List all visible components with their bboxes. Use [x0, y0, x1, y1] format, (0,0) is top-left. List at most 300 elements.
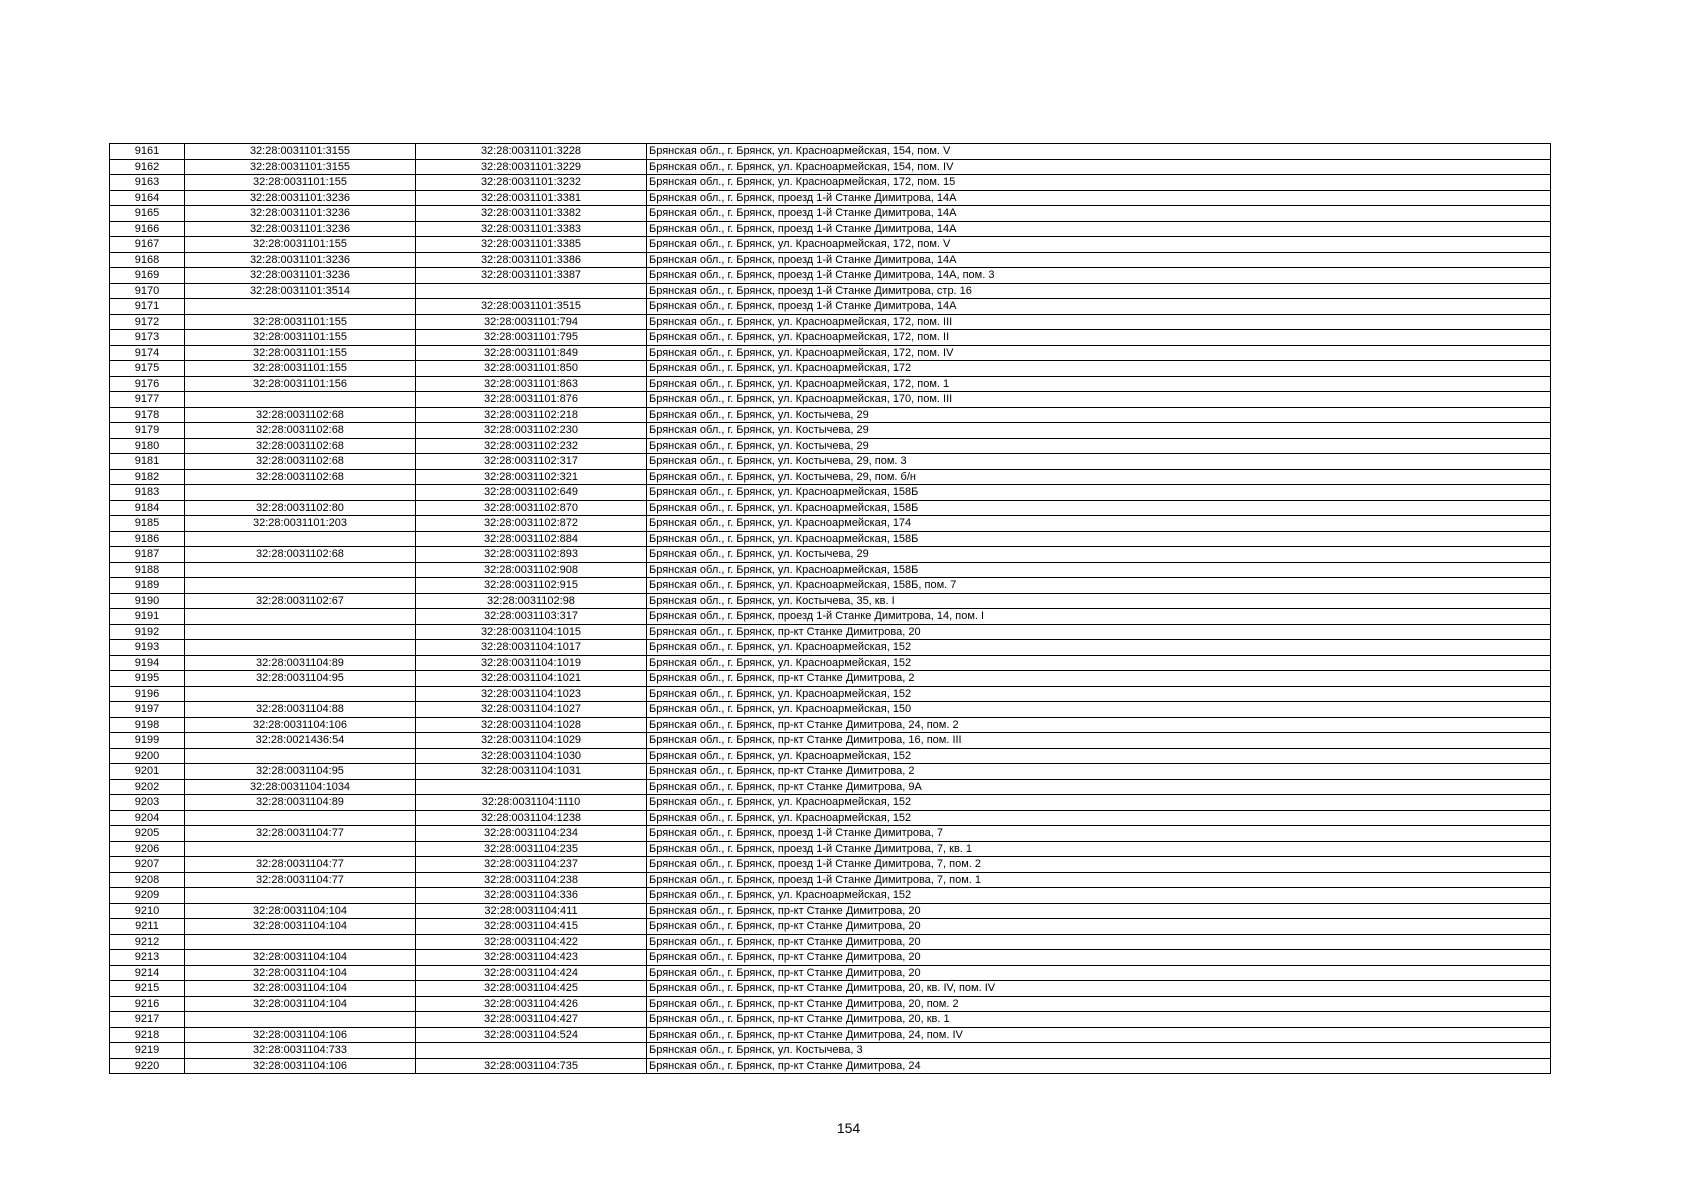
- cadastral-number-cell: 32:28:0031101:3386: [416, 252, 647, 268]
- parent-cadastral-cell: [185, 686, 416, 702]
- address-cell: Брянская обл., г. Брянск, проезд 1-й Станке Димитрова, 14А: [647, 221, 1551, 237]
- table-row: [110, 407, 1551, 423]
- address-cell: Брянская обл., г. Брянск, проезд 1-й Станке Димитрова, 14А: [647, 206, 1551, 222]
- row-number-cell: 9162: [110, 159, 185, 175]
- parent-cadastral-cell: 32:28:0031104:89: [185, 655, 416, 671]
- row-number-cell: 9217: [110, 1012, 185, 1028]
- address-cell: Брянская обл., г. Брянск, ул. Красноармейская, 158Б: [647, 531, 1551, 547]
- parent-cadastral-cell: 32:28:0031104:106: [185, 1058, 416, 1074]
- row-number-cell: 9171: [110, 299, 185, 315]
- address-cell: Брянская обл., г. Брянск, пр-кт Станке Димитрова, 20: [647, 965, 1551, 981]
- cadastral-number-cell: 32:28:0031104:425: [416, 981, 647, 997]
- row-number-cell: 9192: [110, 624, 185, 640]
- cadastral-number-cell: 32:28:0031104:238: [416, 872, 647, 888]
- table-row: [110, 748, 1551, 764]
- parent-cadastral-cell: 32:28:0031102:68: [185, 454, 416, 470]
- table-row: [110, 252, 1551, 268]
- table-row: [110, 717, 1551, 733]
- address-cell: Брянская обл., г. Брянск, пр-кт Станке Димитрова, 2: [647, 764, 1551, 780]
- row-number-cell: 9165: [110, 206, 185, 222]
- table-row: [110, 221, 1551, 237]
- address-cell: Брянская обл., г. Брянск, ул. Красноармейская, 152: [647, 888, 1551, 904]
- parent-cadastral-cell: 32:28:0031101:3514: [185, 283, 416, 299]
- table-row: [110, 469, 1551, 485]
- cadastral-number-cell: 32:28:0031101:3232: [416, 175, 647, 191]
- row-number-cell: 9219: [110, 1043, 185, 1059]
- parent-cadastral-cell: 32:28:0031104:77: [185, 872, 416, 888]
- cadastral-number-cell: 32:28:0031102:649: [416, 485, 647, 501]
- table-row: [110, 547, 1551, 563]
- table-row: [110, 779, 1551, 795]
- cadastral-number-cell: [416, 779, 647, 795]
- row-number-cell: 9180: [110, 438, 185, 454]
- parent-cadastral-cell: [185, 562, 416, 578]
- cadastral-number-cell: 32:28:0031104:427: [416, 1012, 647, 1028]
- row-number-cell: 9213: [110, 950, 185, 966]
- cadastral-number-cell: 32:28:0031102:317: [416, 454, 647, 470]
- cadastral-number-cell: 32:28:0031102:98: [416, 593, 647, 609]
- table-row: [110, 330, 1551, 346]
- parent-cadastral-cell: [185, 841, 416, 857]
- address-cell: Брянская обл., г. Брянск, проезд 1-й Станке Димитрова, 14А: [647, 299, 1551, 315]
- address-cell: Брянская обл., г. Брянск, ул. Костычева, 3: [647, 1043, 1551, 1059]
- address-cell: Брянская обл., г. Брянск, ул. Красноармейская, 174: [647, 516, 1551, 532]
- table-row: [110, 578, 1551, 594]
- address-cell: Брянская обл., г. Брянск, пр-кт Станке Димитрова, 20, пом. 2: [647, 996, 1551, 1012]
- parent-cadastral-cell: 32:28:0031101:3155: [185, 144, 416, 160]
- table-row: [110, 950, 1551, 966]
- parent-cadastral-cell: [185, 531, 416, 547]
- row-number-cell: 9215: [110, 981, 185, 997]
- cadastral-number-cell: 32:28:0031104:336: [416, 888, 647, 904]
- table-row: [110, 903, 1551, 919]
- parent-cadastral-cell: 32:28:0031101:3236: [185, 252, 416, 268]
- row-number-cell: 9216: [110, 996, 185, 1012]
- table-row: [110, 609, 1551, 625]
- cadastral-number-cell: 32:28:0031101:3382: [416, 206, 647, 222]
- row-number-cell: 9193: [110, 640, 185, 656]
- cadastral-number-cell: 32:28:0031101:3385: [416, 237, 647, 253]
- table-row: [110, 206, 1551, 222]
- row-number-cell: 9163: [110, 175, 185, 191]
- table-row: [110, 190, 1551, 206]
- row-number-cell: 9206: [110, 841, 185, 857]
- address-cell: Брянская обл., г. Брянск, ул. Красноармейская, 172, пом. IV: [647, 345, 1551, 361]
- address-cell: Брянская обл., г. Брянск, проезд 1-й Станке Димитрова, стр. 16: [647, 283, 1551, 299]
- address-cell: Брянская обл., г. Брянск, пр-кт Станке Димитрова, 20: [647, 919, 1551, 935]
- table-row: [110, 1043, 1551, 1059]
- address-cell: Брянская обл., г. Брянск, пр-кт Станке Димитрова, 16, пом. III: [647, 733, 1551, 749]
- address-cell: Брянская обл., г. Брянск, ул. Красноармейская, 154, пом. IV: [647, 159, 1551, 175]
- address-cell: Брянская обл., г. Брянск, проезд 1-й Станке Димитрова, 14А: [647, 190, 1551, 206]
- cadastral-number-cell: 32:28:0031104:234: [416, 826, 647, 842]
- parent-cadastral-cell: [185, 640, 416, 656]
- address-cell: Брянская обл., г. Брянск, пр-кт Станке Димитрова, 20: [647, 950, 1551, 966]
- cadastral-number-cell: 32:28:0031101:850: [416, 361, 647, 377]
- address-cell: Брянская обл., г. Брянск, ул. Красноармейская, 152: [647, 748, 1551, 764]
- cadastral-number-cell: 32:28:0031102:870: [416, 500, 647, 516]
- table-row: [110, 438, 1551, 454]
- parent-cadastral-cell: 32:28:0031101:155: [185, 314, 416, 330]
- cadastral-number-cell: 32:28:0031101:3229: [416, 159, 647, 175]
- address-cell: Брянская обл., г. Брянск, ул. Костычева, 29: [647, 438, 1551, 454]
- row-number-cell: 9194: [110, 655, 185, 671]
- parent-cadastral-cell: [185, 934, 416, 950]
- address-cell: Брянская обл., г. Брянск, ул. Красноармейская, 158Б, пом. 7: [647, 578, 1551, 594]
- parent-cadastral-cell: 32:28:0031102:68: [185, 469, 416, 485]
- parent-cadastral-cell: [185, 810, 416, 826]
- row-number-cell: 9177: [110, 392, 185, 408]
- parent-cadastral-cell: 32:28:0031102:67: [185, 593, 416, 609]
- row-number-cell: 9176: [110, 376, 185, 392]
- cadastral-number-cell: 32:28:0031101:795: [416, 330, 647, 346]
- parent-cadastral-cell: 32:28:0031101:155: [185, 237, 416, 253]
- parent-cadastral-cell: 32:28:0031104:95: [185, 671, 416, 687]
- address-cell: Брянская обл., г. Брянск, пр-кт Станке Димитрова, 24: [647, 1058, 1551, 1074]
- row-number-cell: 9208: [110, 872, 185, 888]
- table-row: [110, 764, 1551, 780]
- parent-cadastral-cell: [185, 624, 416, 640]
- table-row: [110, 857, 1551, 873]
- address-cell: Брянская обл., г. Брянск, пр-кт Станке Димитрова, 20: [647, 624, 1551, 640]
- row-number-cell: 9214: [110, 965, 185, 981]
- parent-cadastral-cell: 32:28:0031101:3236: [185, 268, 416, 284]
- address-cell: Брянская обл., г. Брянск, ул. Костычева, 29: [647, 407, 1551, 423]
- row-number-cell: 9182: [110, 469, 185, 485]
- parent-cadastral-cell: 32:28:0031101:3236: [185, 190, 416, 206]
- cadastral-number-cell: 32:28:0031102:321: [416, 469, 647, 485]
- cadastral-number-cell: 32:28:0031104:1021: [416, 671, 647, 687]
- cadastral-number-cell: 32:28:0031101:3515: [416, 299, 647, 315]
- address-cell: Брянская обл., г. Брянск, ул. Красноармейская, 172, пом. II: [647, 330, 1551, 346]
- address-cell: Брянская обл., г. Брянск, пр-кт Станке Димитрова, 24, пом. 2: [647, 717, 1551, 733]
- row-number-cell: 9191: [110, 609, 185, 625]
- table-row: [110, 299, 1551, 315]
- row-number-cell: 9185: [110, 516, 185, 532]
- cadastral-number-cell: 32:28:0031104:1028: [416, 717, 647, 733]
- table-row: [110, 516, 1551, 532]
- row-number-cell: 9168: [110, 252, 185, 268]
- address-cell: Брянская обл., г. Брянск, проезд 1-й Станке Димитрова, 7, пом. 1: [647, 872, 1551, 888]
- address-cell: Брянская обл., г. Брянск, ул. Костычева, 29, пом. 3: [647, 454, 1551, 470]
- row-number-cell: 9197: [110, 702, 185, 718]
- address-cell: Брянская обл., г. Брянск, пр-кт Станке Димитрова, 20, кв. 1: [647, 1012, 1551, 1028]
- parent-cadastral-cell: 32:28:0031104:104: [185, 950, 416, 966]
- cadastral-number-cell: 32:28:0031104:1029: [416, 733, 647, 749]
- address-cell: Брянская обл., г. Брянск, ул. Красноармейская, 152: [647, 686, 1551, 702]
- parent-cadastral-cell: 32:28:0031102:68: [185, 423, 416, 439]
- table-row: [110, 919, 1551, 935]
- address-cell: Брянская обл., г. Брянск, ул. Красноармейская, 170, пом. III: [647, 392, 1551, 408]
- cadastral-number-cell: 32:28:0031104:423: [416, 950, 647, 966]
- registry-table-body: [110, 144, 1551, 1074]
- address-cell: Брянская обл., г. Брянск, ул. Красноармейская, 172, пом. 15: [647, 175, 1551, 191]
- address-cell: Брянская обл., г. Брянск, ул. Красноармейская, 152: [647, 655, 1551, 671]
- row-number-cell: 9166: [110, 221, 185, 237]
- row-number-cell: 9218: [110, 1027, 185, 1043]
- parent-cadastral-cell: 32:28:0031101:155: [185, 361, 416, 377]
- address-cell: Брянская обл., г. Брянск, ул. Красноармейская, 172, пом. 1: [647, 376, 1551, 392]
- address-cell: Брянская обл., г. Брянск, пр-кт Станке Димитрова, 20, кв. IV, пом. IV: [647, 981, 1551, 997]
- table-row: [110, 655, 1551, 671]
- cadastral-number-cell: 32:28:0031104:411: [416, 903, 647, 919]
- parent-cadastral-cell: [185, 609, 416, 625]
- cadastral-number-cell: 32:28:0031101:849: [416, 345, 647, 361]
- parent-cadastral-cell: [185, 888, 416, 904]
- cadastral-number-cell: 32:28:0031104:235: [416, 841, 647, 857]
- row-number-cell: 9202: [110, 779, 185, 795]
- row-number-cell: 9167: [110, 237, 185, 253]
- row-number-cell: 9170: [110, 283, 185, 299]
- cadastral-number-cell: 32:28:0031104:415: [416, 919, 647, 935]
- cadastral-number-cell: 32:28:0031104:237: [416, 857, 647, 873]
- row-number-cell: 9210: [110, 903, 185, 919]
- table-row: [110, 376, 1551, 392]
- address-cell: Брянская обл., г. Брянск, проезд 1-й Станке Димитрова, 14А: [647, 252, 1551, 268]
- row-number-cell: 9207: [110, 857, 185, 873]
- row-number-cell: 9189: [110, 578, 185, 594]
- table-row: [110, 392, 1551, 408]
- row-number-cell: 9200: [110, 748, 185, 764]
- parent-cadastral-cell: 32:28:0031104:88: [185, 702, 416, 718]
- table-row: [110, 485, 1551, 501]
- row-number-cell: 9184: [110, 500, 185, 516]
- table-row: [110, 268, 1551, 284]
- address-cell: Брянская обл., г. Брянск, ул. Костычева, 35, кв. I: [647, 593, 1551, 609]
- parent-cadastral-cell: [185, 1012, 416, 1028]
- table-row: [110, 826, 1551, 842]
- parent-cadastral-cell: 32:28:0031102:68: [185, 438, 416, 454]
- parent-cadastral-cell: 32:28:0031101:3236: [185, 206, 416, 222]
- table-row: [110, 593, 1551, 609]
- row-number-cell: 9187: [110, 547, 185, 563]
- cadastral-number-cell: 32:28:0031104:1238: [416, 810, 647, 826]
- parent-cadastral-cell: 32:28:0031101:156: [185, 376, 416, 392]
- cadastral-number-cell: 32:28:0031104:1110: [416, 795, 647, 811]
- parent-cadastral-cell: 32:28:0031104:77: [185, 826, 416, 842]
- row-number-cell: 9186: [110, 531, 185, 547]
- cadastral-number-cell: [416, 283, 647, 299]
- table-row: [110, 965, 1551, 981]
- row-number-cell: 9201: [110, 764, 185, 780]
- parent-cadastral-cell: 32:28:0031104:733: [185, 1043, 416, 1059]
- cadastral-number-cell: 32:28:0031102:872: [416, 516, 647, 532]
- row-number-cell: 9188: [110, 562, 185, 578]
- table-row: [110, 671, 1551, 687]
- address-cell: Брянская обл., г. Брянск, пр-кт Станке Димитрова, 20: [647, 903, 1551, 919]
- cadastral-number-cell: 32:28:0031104:735: [416, 1058, 647, 1074]
- parent-cadastral-cell: 32:28:0031102:68: [185, 547, 416, 563]
- address-cell: Брянская обл., г. Брянск, ул. Красноармейская, 158Б: [647, 485, 1551, 501]
- parent-cadastral-cell: 32:28:0031104:1034: [185, 779, 416, 795]
- cadastral-number-cell: 32:28:0031101:794: [416, 314, 647, 330]
- address-cell: Брянская обл., г. Брянск, ул. Красноармейская, 150: [647, 702, 1551, 718]
- parent-cadastral-cell: 32:28:0031104:104: [185, 919, 416, 935]
- row-number-cell: 9178: [110, 407, 185, 423]
- parent-cadastral-cell: 32:28:0031101:155: [185, 330, 416, 346]
- address-cell: Брянская обл., г. Брянск, ул. Красноармейская, 172, пом. III: [647, 314, 1551, 330]
- cadastral-number-cell: 32:28:0031104:1030: [416, 748, 647, 764]
- row-number-cell: 9204: [110, 810, 185, 826]
- table-row: [110, 841, 1551, 857]
- table-row: [110, 795, 1551, 811]
- parent-cadastral-cell: 32:28:0031101:203: [185, 516, 416, 532]
- parent-cadastral-cell: 32:28:0031104:104: [185, 965, 416, 981]
- cadastral-number-cell: 32:28:0031104:424: [416, 965, 647, 981]
- row-number-cell: 9203: [110, 795, 185, 811]
- address-cell: Брянская обл., г. Брянск, ул. Красноармейская, 152: [647, 640, 1551, 656]
- address-cell: Брянская обл., г. Брянск, ул. Красноармейская, 172, пом. V: [647, 237, 1551, 253]
- table-row: [110, 888, 1551, 904]
- parent-cadastral-cell: 32:28:0031104:106: [185, 1027, 416, 1043]
- cadastral-number-cell: 32:28:0031101:3381: [416, 190, 647, 206]
- cadastral-number-cell: 32:28:0031102:884: [416, 531, 647, 547]
- cadastral-number-cell: 32:28:0031101:3387: [416, 268, 647, 284]
- row-number-cell: 9199: [110, 733, 185, 749]
- parent-cadastral-cell: [185, 578, 416, 594]
- row-number-cell: 9175: [110, 361, 185, 377]
- cadastral-number-cell: 32:28:0031104:422: [416, 934, 647, 950]
- table-row: [110, 314, 1551, 330]
- table-row: [110, 810, 1551, 826]
- address-cell: Брянская обл., г. Брянск, пр-кт Станке Димитрова, 2: [647, 671, 1551, 687]
- address-cell: Брянская обл., г. Брянск, пр-кт Станке Димитрова, 20: [647, 934, 1551, 950]
- row-number-cell: 9183: [110, 485, 185, 501]
- address-cell: Брянская обл., г. Брянск, ул. Красноармейская, 158Б: [647, 562, 1551, 578]
- address-cell: Брянская обл., г. Брянск, проезд 1-й Станке Димитрова, 14А, пом. 3: [647, 268, 1551, 284]
- row-number-cell: 9174: [110, 345, 185, 361]
- address-cell: Брянская обл., г. Брянск, ул. Костычева, 29: [647, 423, 1551, 439]
- cadastral-number-cell: 32:28:0031102:908: [416, 562, 647, 578]
- address-cell: Брянская обл., г. Брянск, ул. Костычева, 29, пом. б/н: [647, 469, 1551, 485]
- cadastral-number-cell: 32:28:0031104:524: [416, 1027, 647, 1043]
- parent-cadastral-cell: 32:28:0031104:89: [185, 795, 416, 811]
- parent-cadastral-cell: 32:28:0031101:3155: [185, 159, 416, 175]
- row-number-cell: 9173: [110, 330, 185, 346]
- table-row: [110, 531, 1551, 547]
- row-number-cell: 9161: [110, 144, 185, 160]
- row-number-cell: 9179: [110, 423, 185, 439]
- parent-cadastral-cell: 32:28:0031102:68: [185, 407, 416, 423]
- table-row: [110, 686, 1551, 702]
- parent-cadastral-cell: [185, 485, 416, 501]
- row-number-cell: 9198: [110, 717, 185, 733]
- cadastral-number-cell: 32:28:0031104:1023: [416, 686, 647, 702]
- table-row: [110, 454, 1551, 470]
- address-cell: Брянская обл., г. Брянск, пр-кт Станке Димитрова, 24, пом. IV: [647, 1027, 1551, 1043]
- cadastral-number-cell: 32:28:0031102:893: [416, 547, 647, 563]
- row-number-cell: 9164: [110, 190, 185, 206]
- table-row: [110, 159, 1551, 175]
- row-number-cell: 9190: [110, 593, 185, 609]
- row-number-cell: 9181: [110, 454, 185, 470]
- address-cell: Брянская обл., г. Брянск, пр-кт Станке Димитрова, 9А: [647, 779, 1551, 795]
- row-number-cell: 9169: [110, 268, 185, 284]
- cadastral-number-cell: 32:28:0031101:3383: [416, 221, 647, 237]
- cadastral-number-cell: 32:28:0031104:1017: [416, 640, 647, 656]
- parent-cadastral-cell: 32:28:0031104:77: [185, 857, 416, 873]
- cadastral-number-cell: 32:28:0031102:915: [416, 578, 647, 594]
- parent-cadastral-cell: 32:28:0031101:155: [185, 345, 416, 361]
- row-number-cell: 9196: [110, 686, 185, 702]
- table-row: [110, 1027, 1551, 1043]
- cadastral-number-cell: 32:28:0031104:1019: [416, 655, 647, 671]
- cadastral-number-cell: 32:28:0031102:230: [416, 423, 647, 439]
- parent-cadastral-cell: [185, 392, 416, 408]
- parent-cadastral-cell: 32:28:0021436:54: [185, 733, 416, 749]
- row-number-cell: 9220: [110, 1058, 185, 1074]
- page-number: 154: [836, 1120, 861, 1136]
- cadastral-number-cell: 32:28:0031101:3228: [416, 144, 647, 160]
- parent-cadastral-cell: [185, 748, 416, 764]
- cadastral-number-cell: 32:28:0031104:1027: [416, 702, 647, 718]
- address-cell: Брянская обл., г. Брянск, ул. Красноармейская, 158Б: [647, 500, 1551, 516]
- cadastral-number-cell: 32:28:0031104:1015: [416, 624, 647, 640]
- row-number-cell: 9195: [110, 671, 185, 687]
- parent-cadastral-cell: 32:28:0031104:104: [185, 981, 416, 997]
- table-row: [110, 1012, 1551, 1028]
- row-number-cell: 9209: [110, 888, 185, 904]
- table-row: [110, 702, 1551, 718]
- cadastral-number-cell: 32:28:0031104:426: [416, 996, 647, 1012]
- cadastral-number-cell: [416, 1043, 647, 1059]
- address-cell: Брянская обл., г. Брянск, проезд 1-й Станке Димитрова, 7, кв. 1: [647, 841, 1551, 857]
- table-row: [110, 624, 1551, 640]
- row-number-cell: 9205: [110, 826, 185, 842]
- cadastral-number-cell: 32:28:0031104:1031: [416, 764, 647, 780]
- table-row: [110, 562, 1551, 578]
- address-cell: Брянская обл., г. Брянск, ул. Красноармейская, 154, пом. V: [647, 144, 1551, 160]
- cadastral-number-cell: 32:28:0031102:232: [416, 438, 647, 454]
- table-row: [110, 733, 1551, 749]
- table-row: [110, 423, 1551, 439]
- address-cell: Брянская обл., г. Брянск, проезд 1-й Станке Димитрова, 7, пом. 2: [647, 857, 1551, 873]
- table-row: [110, 237, 1551, 253]
- cadastral-number-cell: 32:28:0031101:863: [416, 376, 647, 392]
- table-row: [110, 283, 1551, 299]
- row-number-cell: 9211: [110, 919, 185, 935]
- parent-cadastral-cell: 32:28:0031104:95: [185, 764, 416, 780]
- table-row: [110, 1058, 1551, 1074]
- address-cell: Брянская обл., г. Брянск, ул. Красноармейская, 152: [647, 810, 1551, 826]
- address-cell: Брянская обл., г. Брянск, проезд 1-й Станке Димитрова, 14, пом. I: [647, 609, 1551, 625]
- table-row: [110, 500, 1551, 516]
- table-row: [110, 175, 1551, 191]
- row-number-cell: 9212: [110, 934, 185, 950]
- table-row: [110, 144, 1551, 160]
- parent-cadastral-cell: 32:28:0031101:3236: [185, 221, 416, 237]
- table-row: [110, 345, 1551, 361]
- parent-cadastral-cell: 32:28:0031101:155: [185, 175, 416, 191]
- table-row: [110, 361, 1551, 377]
- cadastral-number-cell: 32:28:0031101:876: [416, 392, 647, 408]
- address-cell: Брянская обл., г. Брянск, ул. Костычева, 29: [647, 547, 1551, 563]
- parent-cadastral-cell: 32:28:0031102:80: [185, 500, 416, 516]
- table-row: [110, 981, 1551, 997]
- row-number-cell: 9172: [110, 314, 185, 330]
- parent-cadastral-cell: 32:28:0031104:104: [185, 996, 416, 1012]
- table-row: [110, 640, 1551, 656]
- table-row: [110, 996, 1551, 1012]
- table-row: [110, 872, 1551, 888]
- parent-cadastral-cell: [185, 299, 416, 315]
- address-cell: Брянская обл., г. Брянск, ул. Красноармейская, 152: [647, 795, 1551, 811]
- cadastral-number-cell: 32:28:0031102:218: [416, 407, 647, 423]
- address-cell: Брянская обл., г. Брянск, ул. Красноармейская, 172: [647, 361, 1551, 377]
- parent-cadastral-cell: 32:28:0031104:104: [185, 903, 416, 919]
- registry-table: [109, 143, 1551, 1074]
- address-cell: Брянская обл., г. Брянск, проезд 1-й Станке Димитрова, 7: [647, 826, 1551, 842]
